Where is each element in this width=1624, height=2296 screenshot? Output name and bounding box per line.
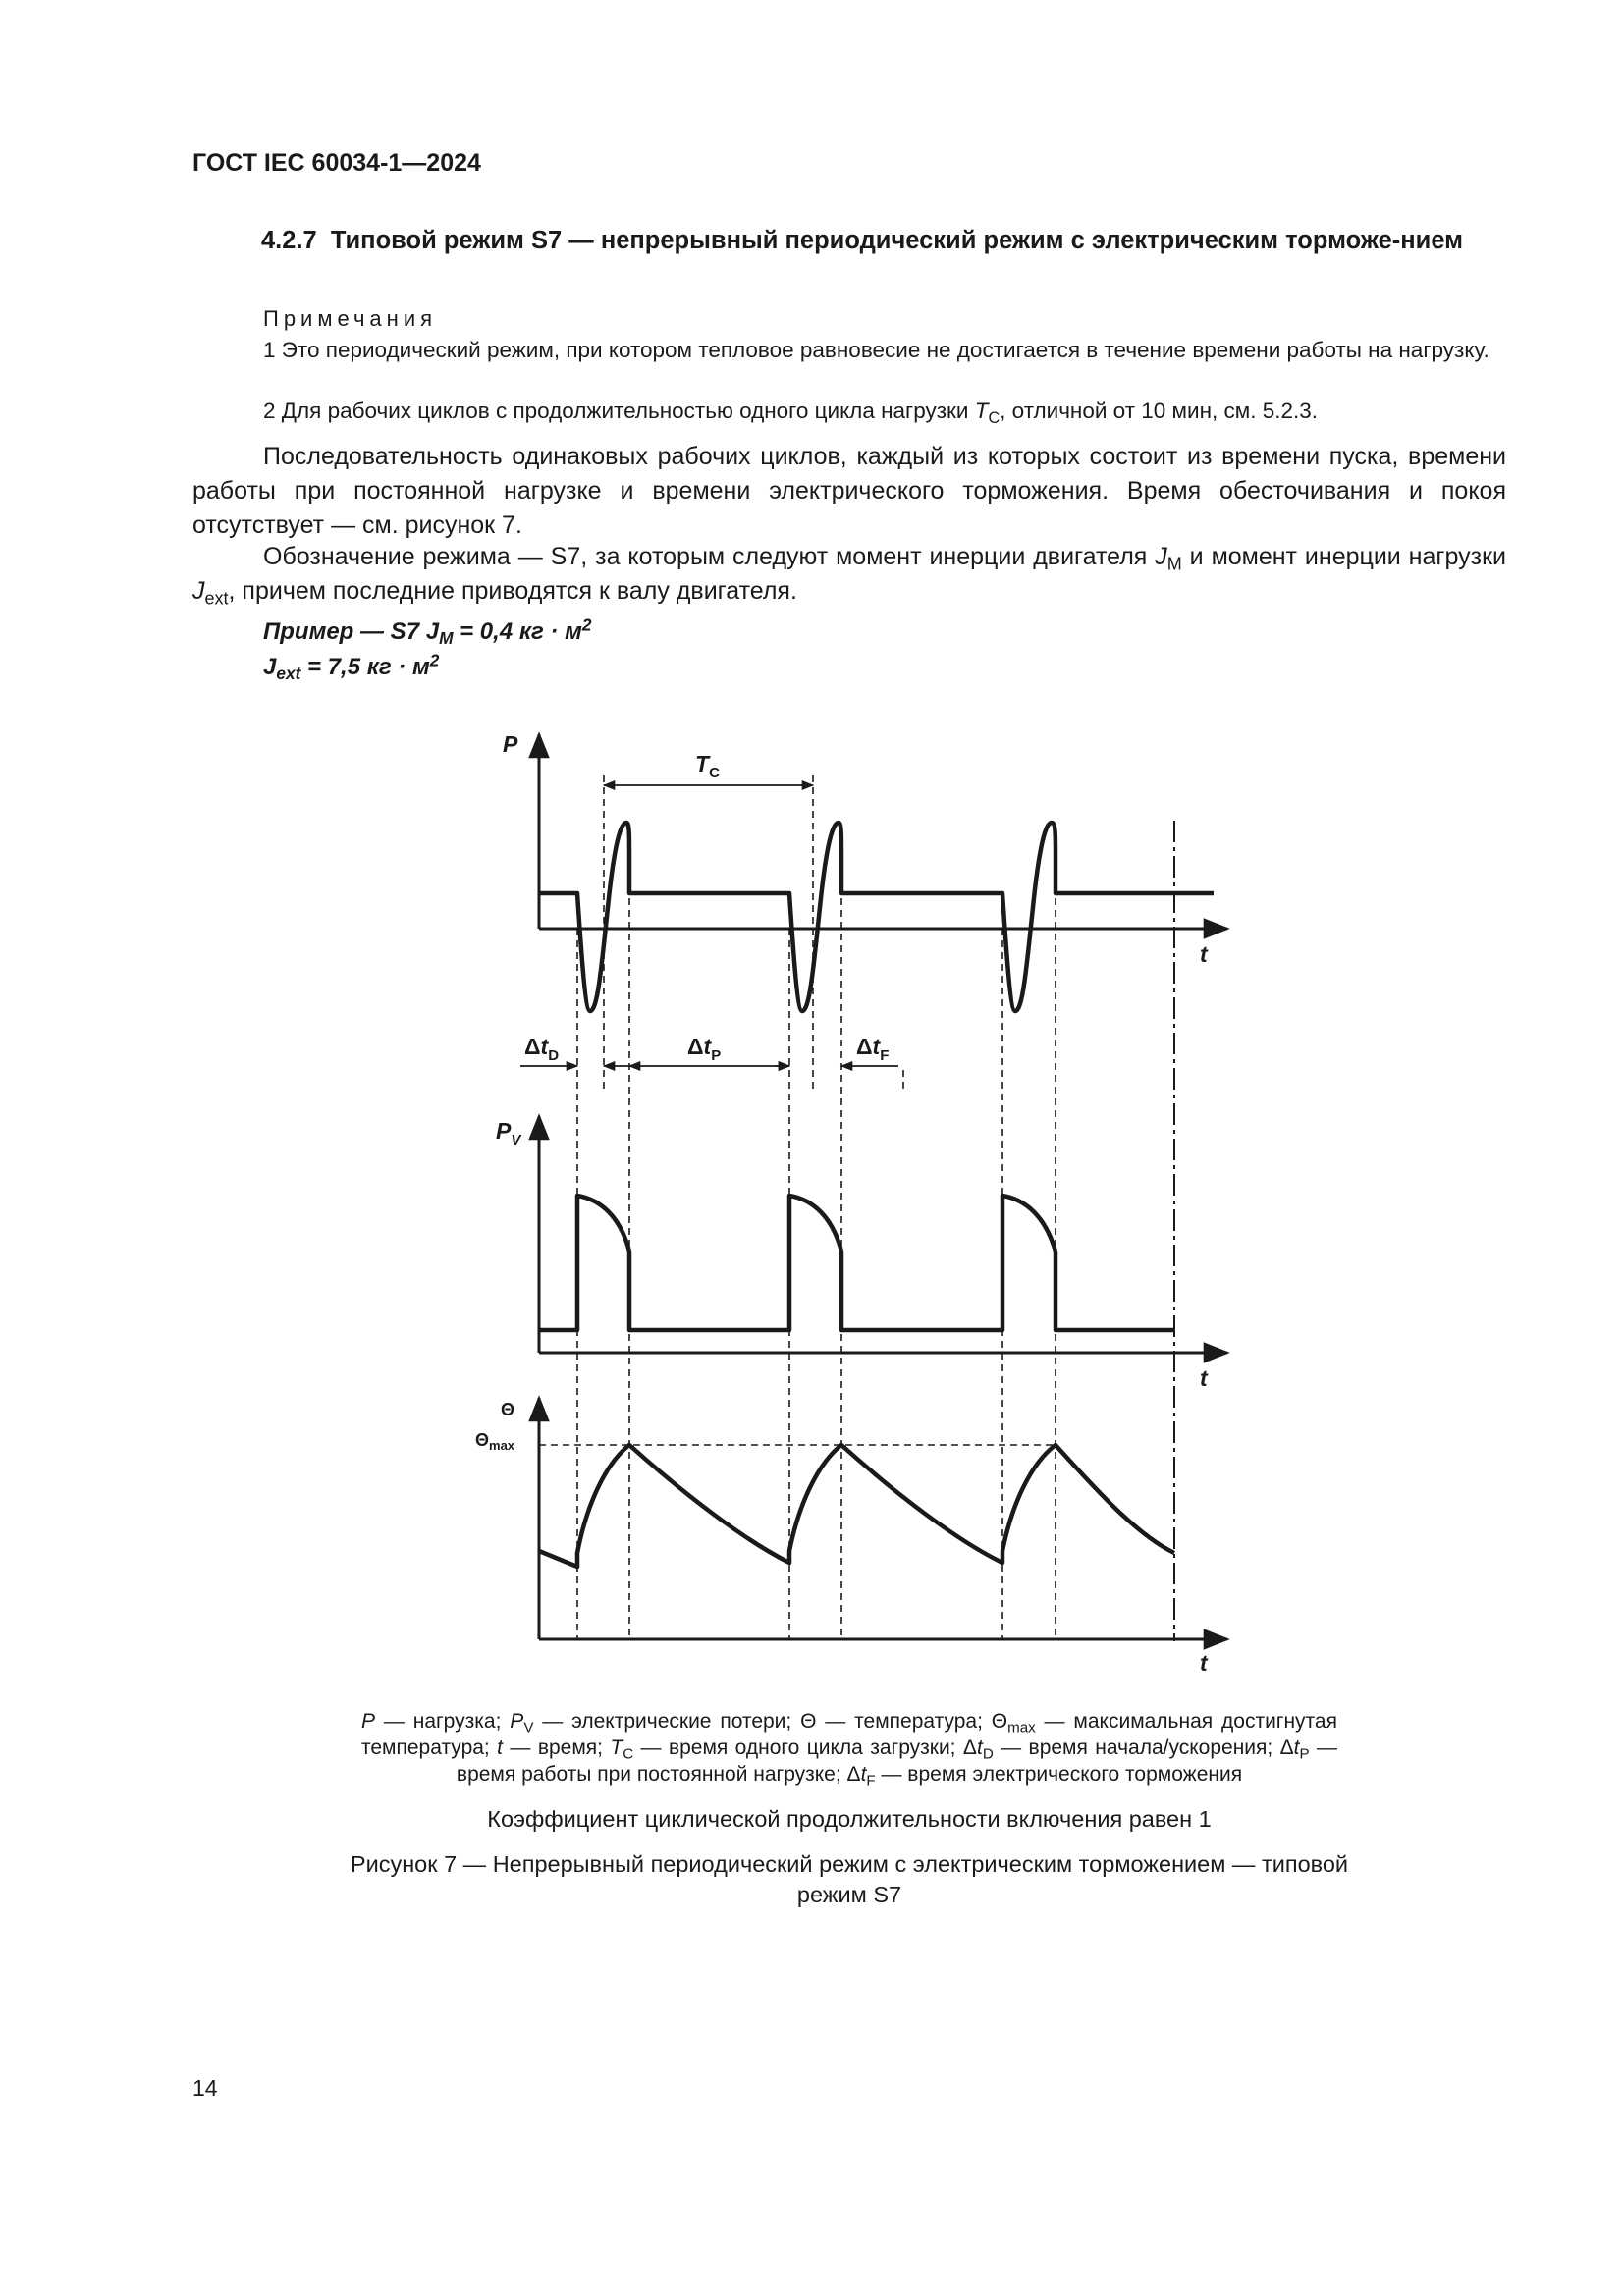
example-value-1: = 0,4 кг · м: [453, 618, 582, 645]
example-prefix: Пример — S7: [263, 618, 426, 645]
losses-curve: [539, 1196, 1174, 1330]
p-axis-label: P: [503, 731, 518, 757]
theta-max-label: $\Theta_{max}$: [475, 1430, 515, 1453]
note-2-var: T: [974, 399, 989, 423]
t-label-1: t: [1200, 941, 1208, 967]
paragraph-2-var1: J: [1155, 543, 1167, 570]
paragraph-1-text: Последовательность одинаковых рабочих циклов, каждый из которых состоит из времени пуска, времени работы при постоянной нагрузке и времени электрического торможения. Время обесточивания и покоя отсутствует — см. рисунок 7.: [192, 443, 1506, 539]
dt-p-label: $\Delta t_P$: [687, 1034, 722, 1064]
paragraph-2-part3: , причем последние приводятся к валу двигателя.: [228, 577, 797, 605]
pv-axis-label: $P_V$: [496, 1118, 521, 1148]
example-value-2: = 7,5 кг · м: [300, 654, 430, 680]
page-header: ГОСТ IEC 60034-1—2024: [192, 149, 481, 177]
page-number: 14: [192, 2075, 218, 2101]
note-2-prefix: 2 Для рабочих циклов с продолжительностью одного цикла нагрузки: [263, 399, 975, 423]
note-1-text: 1 Это периодический режим, при котором тепловое равновесие не достигается в течение времени работы на нагрузку.: [263, 338, 1489, 362]
example-sub-1: M: [439, 628, 454, 649]
section-title: Типовой режим S7 — непрерывный периодический режим с электрическим торможе-нием: [330, 227, 1464, 254]
notes-label: Примечания: [263, 306, 438, 331]
t-label-3: t: [1200, 1650, 1208, 1676]
figure-legend: P — нагрузка; $P_V$ — электрические потери; Θ — температура; $\Theta_{max}$ — максимальная достигнутая температура; t — время; $T_C$ — время одного цикла загрузки; $\Delta t_D$ — время начала/ускорения; $\Delta t_P$ — время работы при постоянной нагрузке; $\Delta t_F$ — время электрического торможения: [361, 1710, 1337, 1789]
section-number: 4.2.7: [261, 227, 317, 254]
theta-axis-label: Θ: [501, 1400, 515, 1419]
note-2-sub: C: [988, 408, 1001, 427]
example-var-1: J: [425, 618, 440, 645]
paragraph-2-part2: и момент инерции нагрузки: [1181, 543, 1506, 570]
dt-d-label: $\Delta t_D$: [524, 1034, 560, 1064]
t-label-2: t: [1200, 1365, 1208, 1391]
axes: [539, 734, 1227, 1639]
dashed-guides: [539, 775, 1056, 1639]
paragraph-2-part1: Обозначение режима — S7, за которым следуют момент инерции двигателя: [263, 543, 1156, 570]
paragraph-2-sub2: ext: [204, 588, 229, 609]
dt-f-label: $\Delta t_F$: [856, 1034, 890, 1064]
figure-subcaption: Коэффициент циклической продолжительности включения равен 1: [487, 1806, 1212, 1832]
example-var-2: J: [263, 654, 277, 680]
tc-label: $T_C$: [695, 751, 720, 781]
paragraph-2-var2: J: [192, 577, 205, 605]
note-2-suffix: , отличной от 10 мин, см. 5.2.3.: [1000, 399, 1319, 423]
load-curve: [539, 823, 1214, 1011]
example-sup-1: 2: [581, 614, 592, 635]
temperature-curve: [539, 1445, 1174, 1567]
figure-caption: Рисунок 7 — Непрерывный периодический режим с электрическим торможением — типовой режим S7: [350, 1851, 1349, 1907]
paragraph-2-sub1: M: [1166, 554, 1182, 574]
example-sub-2: ext: [276, 664, 301, 684]
example-sup-2: 2: [429, 650, 440, 670]
